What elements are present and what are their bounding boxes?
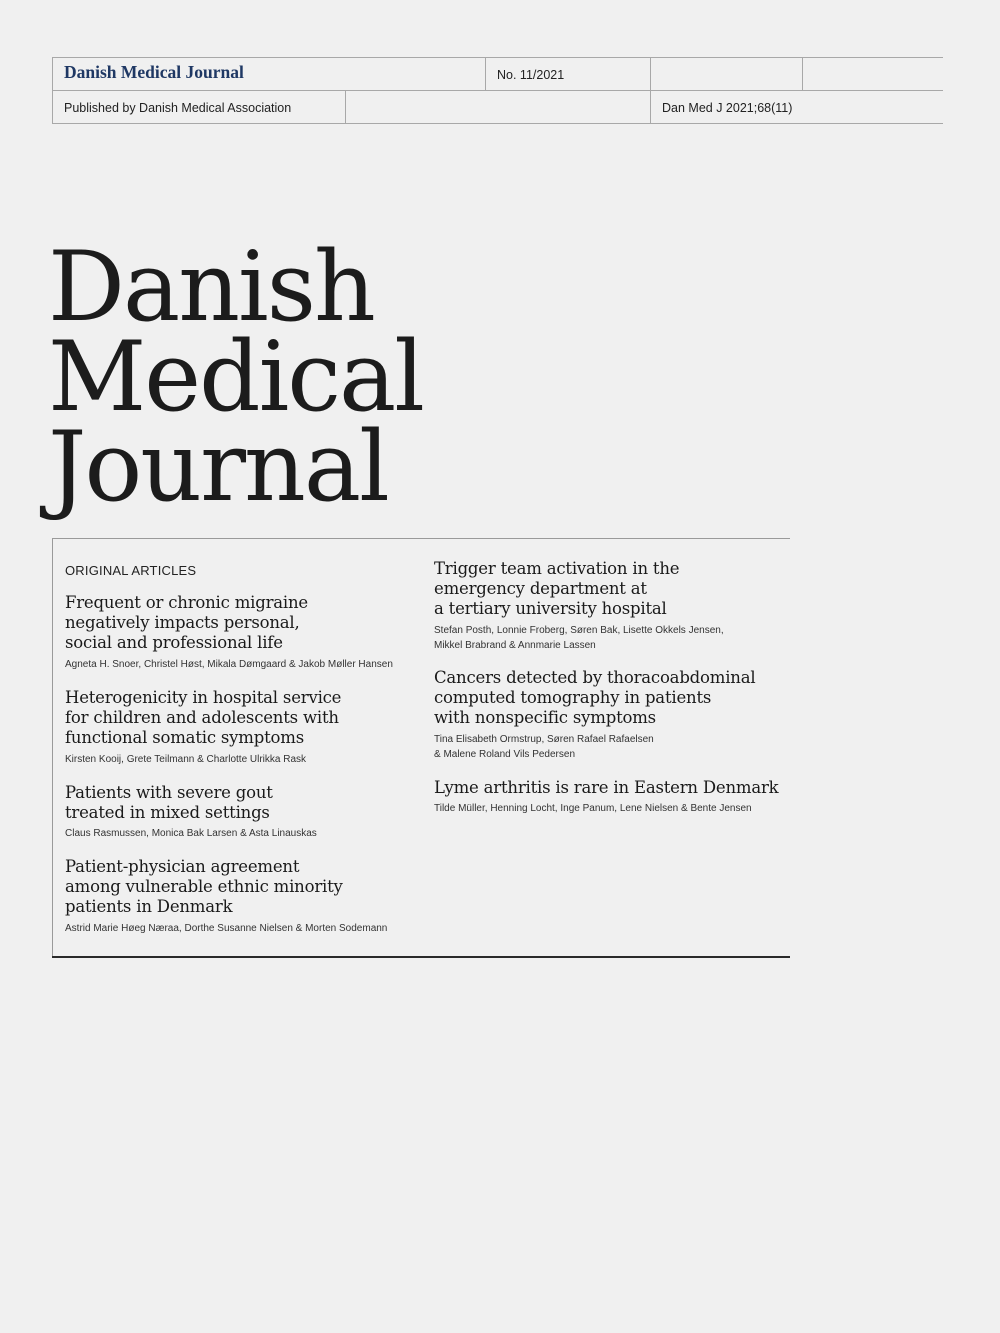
- header-publisher: Published by Danish Medical Association: [64, 101, 292, 115]
- header-journal-title: Danish Medical Journal: [64, 62, 244, 82]
- header-issue: No. 11/2021: [497, 68, 565, 82]
- header-bottom-rule: [52, 123, 943, 124]
- header-divider-1: [485, 57, 486, 91]
- contents-left-rule: [52, 538, 53, 957]
- header-top-rule: [52, 57, 943, 58]
- article-right-2: [434, 668, 784, 763]
- cover-title-line-1: Danish: [48, 231, 374, 343]
- section-label: ORIGINAL ARTICLES: [65, 563, 197, 578]
- cover-title-line-2: Medical: [48, 321, 423, 433]
- header-divider-2: [650, 57, 651, 124]
- contents-top-rule: [52, 538, 790, 539]
- header-divider-4: [345, 90, 346, 124]
- header-citation: Dan Med J 2021;68(11): [662, 101, 793, 115]
- article-authors: Astrid Marie Høeg Næraa, Dorthe Susanne Nielsen & Morten Sodemann: [65, 922, 388, 934]
- article-authors: Stefan Posth, Lonnie Froberg, Søren Bak, Lisette Okkels Jensen, Mikkel Brabrand & Annmarie Lassen: [434, 624, 724, 652]
- article-title: Patients with severe gout treated in mixed settings: [65, 783, 273, 823]
- article-right-3: [434, 778, 789, 817]
- header-left-border: [52, 57, 53, 124]
- cover-title-line-3: Journal: [48, 411, 388, 523]
- article-right-1: [434, 559, 784, 654]
- article-left-2: [65, 688, 415, 767]
- contents-bottom-rule: [52, 956, 790, 958]
- article-title: Trigger team activation in the emergency department at a tertiary university hospital: [434, 559, 680, 619]
- article-title: Patient-physician agreement among vulnerable ethnic minority patients in Denmark: [65, 857, 343, 917]
- article-authors: Kirsten Kooij, Grete Teilmann & Charlotte Ulrikka Rask: [65, 753, 307, 765]
- cover-title: [48, 231, 423, 523]
- article-authors: Tina Elisabeth Ormstrup, Søren Rafael Rafaelsen & Malene Roland Vils Pedersen: [434, 733, 654, 761]
- header-middle-rule: [52, 90, 943, 91]
- article-left-4: [65, 857, 415, 936]
- article-title: Cancers detected by thoracoabdominal computed tomography in patients with nonspecific symptoms: [434, 668, 756, 728]
- article-left-1: [65, 593, 415, 672]
- article-authors: Tilde Müller, Henning Locht, Inge Panum, Lene Nielsen & Bente Jensen: [434, 803, 752, 815]
- article-authors: Agneta H. Snoer, Christel Høst, Mikala Dømgaard & Jakob Møller Hansen: [65, 658, 393, 670]
- article-title: Frequent or chronic migraine negatively impacts personal, social and professional life: [65, 593, 308, 653]
- article-title: Lyme arthritis is rare in Eastern Denmark: [434, 778, 779, 797]
- header-divider-3: [802, 57, 803, 91]
- article-title: Heterogenicity in hospital service for children and adolescents with functional somatic symptoms: [65, 688, 342, 748]
- article-left-3: [65, 783, 415, 842]
- article-authors: Claus Rasmussen, Monica Bak Larsen & Asta Linauskas: [65, 828, 317, 840]
